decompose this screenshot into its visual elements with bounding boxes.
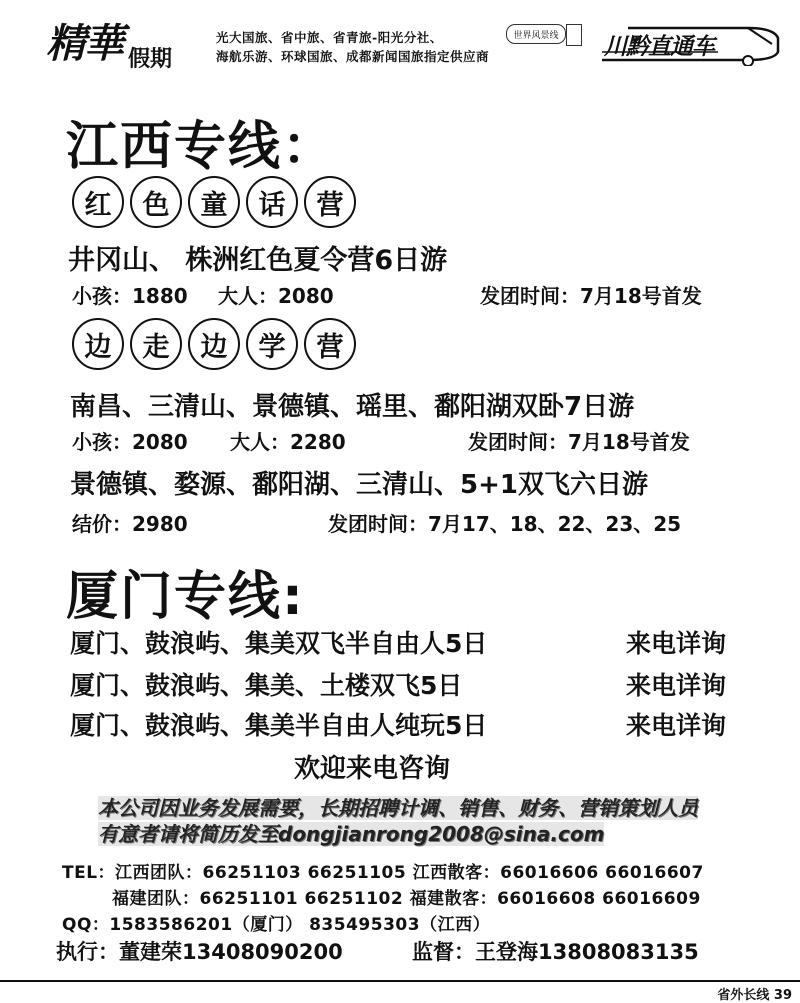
footer-divider — [0, 980, 800, 982]
tour2-name: 南昌、三清山、景德镇、瑶里、鄱阳湖双卧7日游 — [70, 392, 635, 422]
xiamen-tour-name: 厦门、鼓浪屿、集美双飞半自由人5日 — [70, 629, 488, 658]
camp-char: 营 — [304, 318, 356, 370]
supervisor-contact: 监督：王登海13808083135 — [412, 940, 699, 964]
page-label: 省外长线 39 — [717, 988, 792, 1003]
camp-char: 学 — [246, 318, 298, 370]
tour1-adult-price: 大人：2080 — [218, 284, 334, 308]
tour3-price: 结价：2980 — [72, 512, 188, 536]
brand-logo-sub: 假期 — [128, 47, 173, 72]
contact-row-qq: QQ：1583586201（厦门） 835495303（江西） — [62, 915, 491, 935]
partner-logo-icon — [566, 24, 582, 46]
tour1-departure: 发团时间：7月18号首发 — [480, 284, 702, 308]
recruit-notice-line-1 — [98, 792, 698, 821]
recruit-email-text: 有意者请将简历发至dongjianrong2008@sina.com — [98, 822, 605, 846]
xiamen-tour-price: 来电详询 — [626, 629, 727, 658]
tour1-name: 井冈山、 株洲红色夏令营6日游 — [68, 245, 448, 276]
brand-logo: 精華 — [46, 20, 122, 67]
xiamen-tour-name: 厦门、鼓浪屿、集美半自由人纯玩5日 — [70, 711, 488, 740]
tour2-child-price: 小孩：2080 — [72, 430, 188, 454]
camp-char: 营 — [304, 176, 356, 228]
tour2-adult-price: 大人：2280 — [230, 430, 346, 454]
contact-row-fujian: 福建团队：66251101 66251102 福建散客：66016608 66016609 — [112, 889, 701, 909]
camp-char: 边 — [188, 318, 240, 370]
tour2-departure: 发团时间：7月18号首发 — [468, 430, 690, 454]
tour3-departure: 发团时间：7月17、18、22、23、25 — [328, 512, 682, 536]
xiamen-tour-price: 来电详询 — [626, 671, 727, 700]
welcome-text: 欢迎来电咨询 — [294, 754, 451, 784]
xiamen-tour-name: 厦门、鼓浪屿、集美、土楼双飞5日 — [70, 671, 463, 700]
camp-red-fairy-tale — [72, 176, 356, 228]
camp-char: 红 — [72, 176, 124, 228]
executor-contact: 执行：董建荣13408090200 — [56, 940, 343, 964]
camp-char: 色 — [130, 176, 182, 228]
recruit-notice-text: 本公司因业务发展需要，长期招聘计调、销售、财务、营销策划人员 — [98, 796, 698, 820]
bus-logo-text: 川黔直通车 — [604, 34, 714, 60]
tour1-child-price: 小孩：1880 — [72, 284, 188, 308]
jiangxi-section-title: 江西专线： — [66, 117, 337, 177]
camp-char: 童 — [188, 176, 240, 228]
partner-badge — [506, 24, 566, 44]
partner-badge-text: 世界风景线 — [513, 30, 559, 41]
bus-logo — [598, 22, 782, 66]
agencies-line-2: 海航乐游、环球国旅、成都新闻国旅指定供应商 — [216, 49, 490, 64]
recruit-notice-line-2 — [98, 818, 604, 847]
camp-char: 走 — [130, 318, 182, 370]
tour3-name: 景德镇、婺源、鄱阳湖、三清山、5+1双飞六日游 — [70, 470, 648, 500]
xiamen-section-title: 厦门专线: — [66, 567, 305, 627]
xiamen-tour-price: 来电详询 — [626, 711, 727, 740]
camp-char: 话 — [246, 176, 298, 228]
camp-learn-on-the-go — [72, 318, 356, 370]
agencies-line-1: 光大国旅、省中旅、省青旅-阳光分社、 — [216, 30, 443, 45]
camp-char: 边 — [72, 318, 124, 370]
contact-row-jiangxi: TEL：江西团队：66251103 66251105 江西散客：66016606 66016607 — [62, 863, 704, 883]
